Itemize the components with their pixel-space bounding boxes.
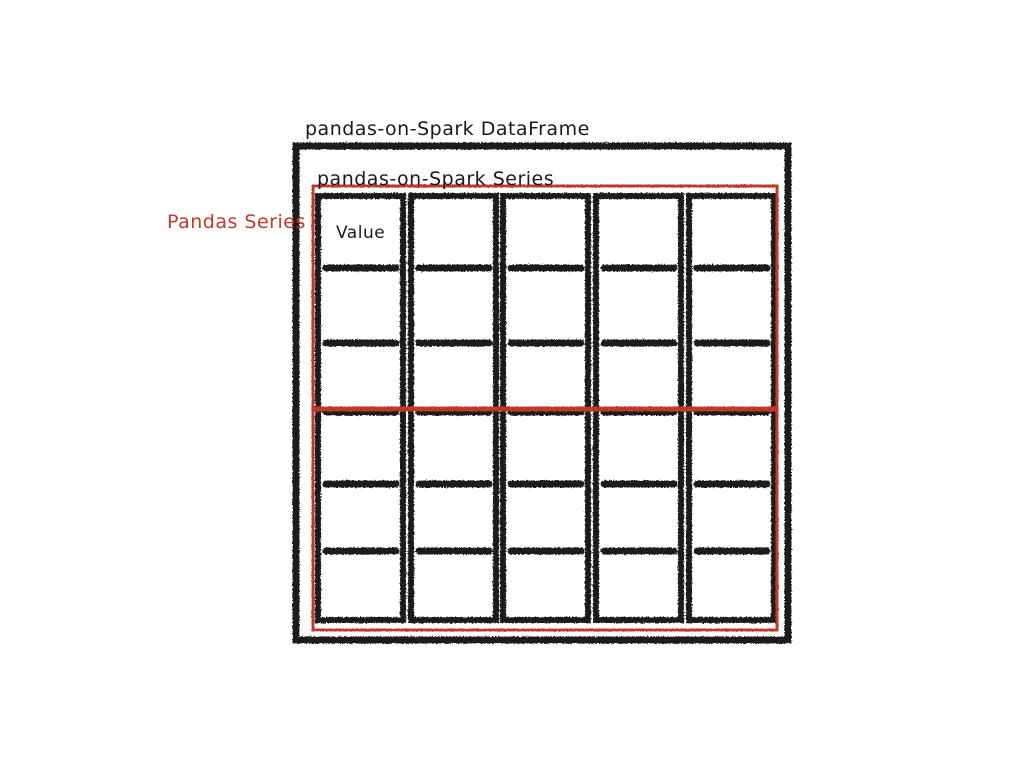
dataframe-label: pandas-on-Spark DataFrame xyxy=(305,118,590,140)
pandas-series-partition-top xyxy=(313,186,777,408)
series-label: pandas-on-Spark Series xyxy=(317,168,555,190)
dataframe-outer-box xyxy=(296,146,788,640)
pandas-series-highlight-group xyxy=(313,186,777,630)
value-label: Value xyxy=(336,223,386,243)
pandas-series-label: Pandas Series xyxy=(167,211,306,233)
pandas-series-partition-bottom xyxy=(313,410,777,630)
